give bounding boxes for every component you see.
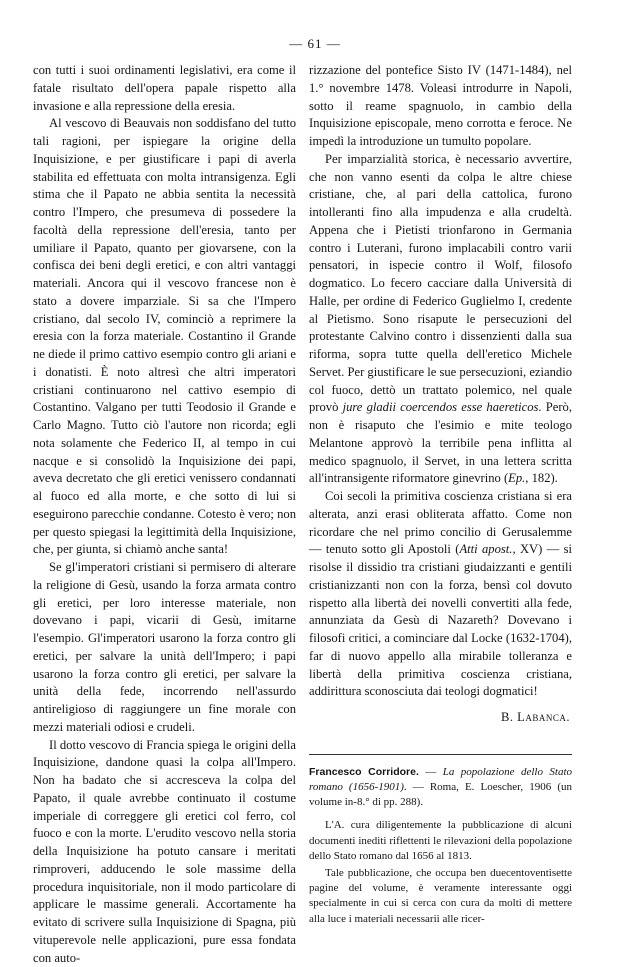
author-signature: B. Labanca. [309, 709, 572, 727]
paragraph: Per imparzialità storica, è necessario avvertire, che non vanno esenti da colpa le altre chiese cristiane, che, al pari della cattolica, furono intolleranti fino alla impudenza e alla crudeltà. Appena che i Pietisti trionfarono in Germania contro i Luterani, furono implacabili contro varii pensatori, in ispecie contro il Wolf, filosofo dogmatico. Lo fecero cacciare dalla Università di Halle, per ordine di Federico Guglielmo I, credente al Pietismo. Sono risapute le persecuzioni del protestante Calvino contro i dissenzienti dalla sua riforma, sopra tutte quella dell'eretico Michele Servet. Per giustificare le sue persecuzioni, eziandio col fuoco, dettò un trattato polemico, nel quale provò jure gladii coercendos esse haereticos. Però, non è risaputo che l'esimio e mite teologo Melantone approvò la terribile pena inflitta al medico spagnuolo, il Servet, in una lettera scritta all'intransigente riformatore ginevrino (Ep., 182). [309, 151, 572, 488]
paragraph: L'A. cura diligentemente la pubblicazione di alcuni documenti inediti riflettenti le rilevazioni della popolazione dello Stato romano dal 1656 al 1813. [309, 818, 572, 864]
left-column [33, 62, 296, 967]
paragraph: Coi secoli la primitiva coscienza cristiana si era alterata, anzi erasi obliterata affatto. Come non ricordare che nel primo concilio di Gerusalemme — tenuto sotto gli Apostoli (Atti apost., XV) — si risolse il dissidio tra cristiani giudaizzanti e gentili cristianizzanti non con la forza, bensì col dovuto rispetto alla libertà dei novelli convertiti alla fede, annunziata da Gesù di Nazareth? Dovevano i filosofi critici, a cominciare dal Locke (1632-1704), far di nuovo appello alla mirabile tolleranza e libertà della primitiva coscienza cristiana, addirittura sconosciuta dai teologi dogmatici! [309, 488, 572, 701]
citation: Ep. [508, 471, 525, 485]
paragraph: Il dotto vescovo di Francia spiega le origini della Inquisizione, dandone quasi la colpa all'Impero. Non ha badato che si accresceva la colpa del Papato, il quale avrebbe continuato il costume imperiale di correggere gli eretici col ferro, col fuoco e con la morte. L'erudito vescovo nella storia della Inquisizione ha potuto cansare i meritati rimproveri, adducendo le sole massime della procedura inquisitoriale, non il modo particolare di applicare le massime generali. Accortamente ha evitato di scrivere sulla Inquisizione di Spagna, più vituperevole nelle applicazioni, pure essa fondata con auto- [33, 737, 296, 967]
review-heading: Francesco Corridore. — La popolazione dello Stato romano (1656-1901). — Roma, E. Loescher, 1906 (un volume in-8.° di pp. 288). [309, 765, 572, 811]
review-author: Francesco Corridore. [309, 766, 419, 778]
paragraph: rizzazione del pontefice Sisto IV (1471-1484), nel 1.° novembre 1478. Voleasi introdurre in Napoli, sotto il reame spagnuolo, in cambio della Inquisizione episcopale, meno corrotta e feroce. Ne impedì la introduzione un tumulto popolare. [309, 62, 572, 151]
paragraph: Al vescovo di Beauvais non soddisfano del tutto tali ragioni, per ispiegare la origine della Inquisizione, e per giustificare i papi di averla stabilita ed effettuata con molta intransigenza. Egli stima che il Papato ne abbia sentita la necessità contro l'Impero, che presumeva di possedere la facoltà della repressione dell'eresia, tanto per umiliare il Papato, quanto per giovarsene, con la confisca dei beni degli eretici, e con altri vantaggi materiali. Ancora qui il vescovo francese non è stato a dovere imparziale. Si sa che l'Impero cristiano, dal secolo IV, cominciò a reprimere la eresia con la forza materiale. Costantino il Grande ne diede il primo cattivo esempio contro gli ariani e i donatisti. È noto altresì che altri imperatori cristiani continuarono nel cattivo esempio di Costantino. Valgano per tutti Teodosio il Grande e Carlo Magno. Tutto ciò l'autore non ricorda; egli nota solamente che Federico II, al tempo in cui nacque e si consolidò la Inquisizione dei papi, aveva decretato che gli eretici venissero condannati al fuoco ed alla morte, e che sotto di lui si eseguirono parecchie condanne. Cotesto è vero; non per questo spiegasi la legittimità della Inquisizione, che, per giunta, si chiamò anche santa! [33, 115, 296, 559]
paragraph: Se gl'imperatori cristiani si permisero di alterare la religione di Gesù, usando la forza armata contro gli eretici, per loro interesse materiale, non dovevano i papi, vicarii di Gesù, imitarne l'esempio. Gl'imperatori usarono la forza contro gli eretici, per salvare la unità dell'Impero; i papi usarono la forza contro gli eretici, per salvare la unità della fede, incorrendo nell'assurdo antireligioso di raggiungere un fine morale con mezzi materiali odiosi e crudeli. [33, 559, 296, 737]
page-number: — 61 — [0, 36, 630, 52]
right-column [309, 62, 572, 927]
citation: Atti apost. [459, 542, 512, 556]
paragraph: Tale pubblicazione, che occupa ben duecentoventisette pagine del volume, è veramente interessante oggi specialmente in cui si cerca con cura da molti di mettere alla luce i materiali necessarii alle ricer- [309, 866, 572, 927]
paragraph: con tutti i suoi ordinamenti legislativi, era come il fatale risultato dell'opera papale rispetto alla invasione e alla repressione della eresia. [33, 62, 296, 115]
divider [309, 754, 572, 755]
book-review [309, 765, 572, 927]
review-title: La popolazione dello Stato romano (1656-1901) [309, 766, 572, 793]
latin-quote: jure gladii coercendos esse haereticos [343, 400, 539, 414]
review-details: . — Roma, E. Loescher, 1906 (un volume in-8.° di pp. 288). [309, 781, 572, 808]
